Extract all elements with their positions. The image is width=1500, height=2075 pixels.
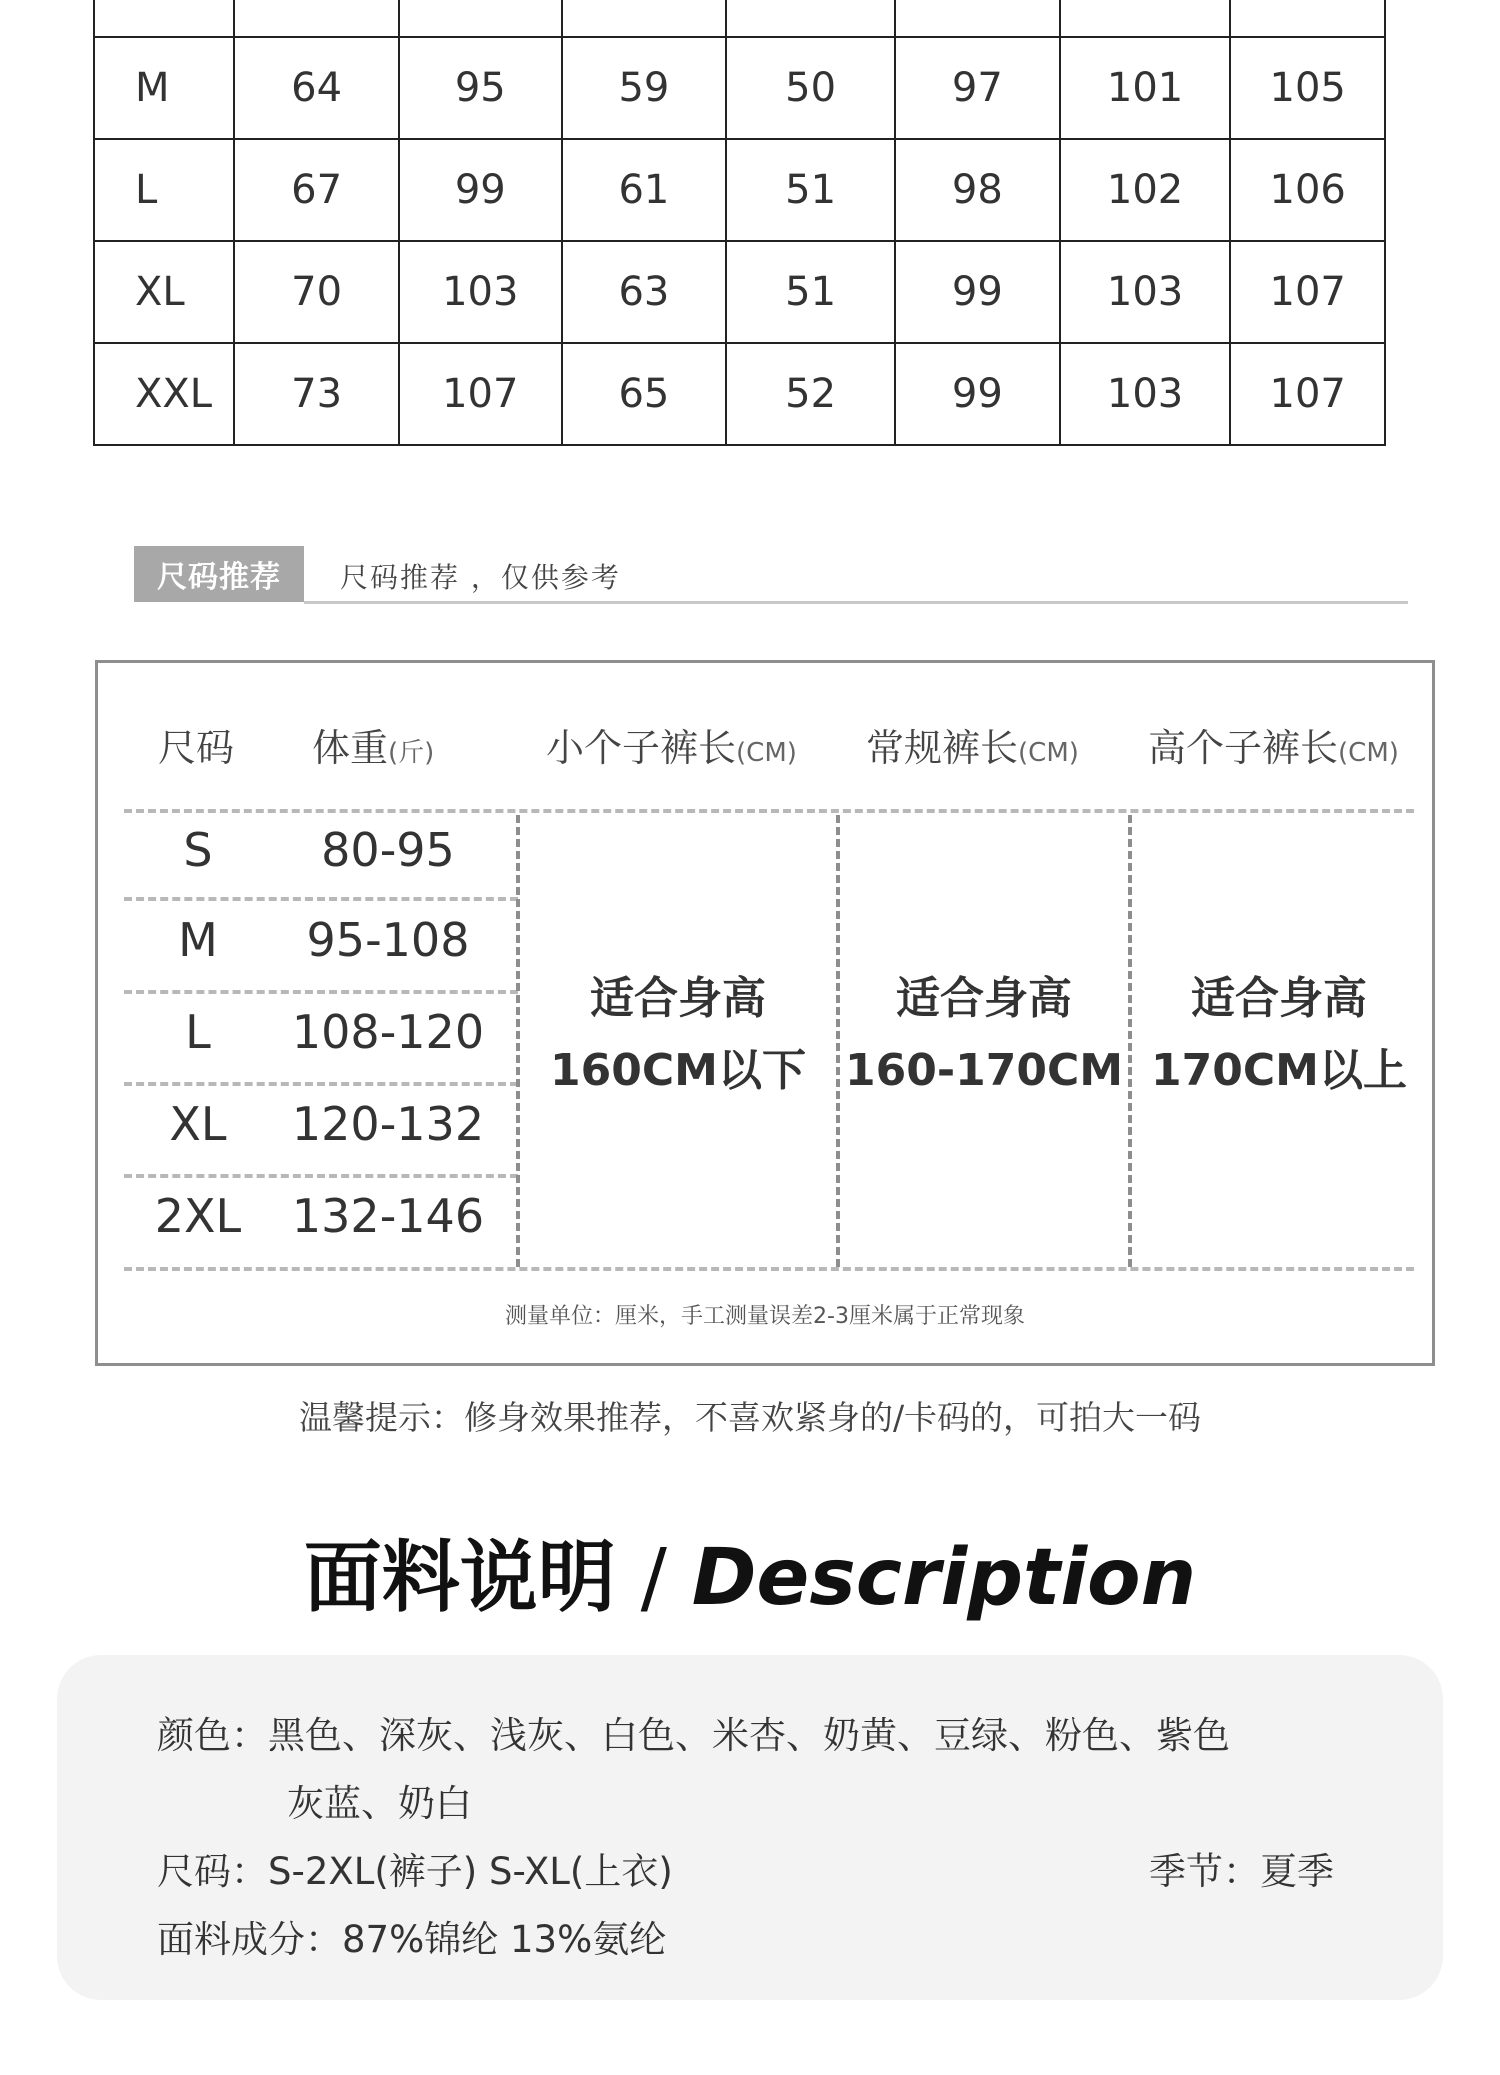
height-short: 适合身高 160CM以下 <box>550 973 806 1096</box>
measurement-cell: 99 <box>895 343 1060 445</box>
measurement-cell: 59 <box>562 37 727 139</box>
measurement-cell: 70 <box>234 241 399 343</box>
column-divider <box>516 815 520 1267</box>
rec-weight-m: 95-108 <box>306 913 470 967</box>
measurement-cell: 101 <box>1060 37 1231 139</box>
row-divider <box>124 897 518 901</box>
size-cell <box>94 0 234 37</box>
measurement-cell: 99 <box>399 139 562 241</box>
colors-line-continued: 灰蓝、奶白 <box>287 1782 472 1825</box>
height-regular: 适合身高 160-170CM <box>844 973 1124 1096</box>
size-line: 尺码：S-2XL(裤子) S-XL(上衣) <box>157 1850 673 1893</box>
measurement-cell: 50 <box>726 37 895 139</box>
measurement-cell: 103 <box>1060 241 1231 343</box>
measurement-cell: 67 <box>234 139 399 241</box>
column-divider <box>1128 815 1132 1267</box>
rec-size-l: L <box>185 1005 211 1059</box>
measurement-cell: 95 <box>399 37 562 139</box>
measurement-note: 测量单位：厘米，手工测量误差2-3厘米属于正常现象 <box>505 1304 1025 1329</box>
header-tall-length: 高个子裤长(CM) <box>1148 726 1399 770</box>
table-row <box>94 37 1385 139</box>
bottom-divider <box>124 1267 1414 1271</box>
measurement-cell: 51 <box>726 139 895 241</box>
column-divider <box>836 815 840 1267</box>
measurement-cell <box>1060 0 1231 37</box>
measurement-cell <box>234 0 399 37</box>
measurement-cell <box>399 0 562 37</box>
measurement-cell: 97 <box>895 37 1060 139</box>
rec-weight-l: 108-120 <box>291 1005 485 1059</box>
fabric-info-card <box>57 1655 1443 2000</box>
section-tag: 尺码推荐 <box>134 546 304 602</box>
header-size: 尺码 <box>158 726 235 770</box>
size-cell: M <box>94 37 234 139</box>
measurement-cell: 98 <box>895 139 1060 241</box>
measurement-cell: 106 <box>1230 139 1385 241</box>
measurement-cell: 102 <box>1060 139 1231 241</box>
size-cell: XL <box>94 241 234 343</box>
table-row <box>94 343 1385 445</box>
measurement-cell: 105 <box>1230 37 1385 139</box>
measurement-cell <box>726 0 895 37</box>
fabric-composition-line: 面料成分：87%锦纶 13%氨纶 <box>157 1918 667 1961</box>
rec-weight-xl: 120-132 <box>291 1097 485 1151</box>
rec-size-m: M <box>178 913 218 967</box>
measurement-cell <box>562 0 727 37</box>
row-divider <box>124 1082 518 1086</box>
description-title: 面料说明 / Description <box>303 1533 1197 1623</box>
size-cell: XXL <box>94 343 234 445</box>
measurement-cell: 107 <box>399 343 562 445</box>
section-divider <box>304 601 1408 604</box>
measurement-cell: 73 <box>234 343 399 445</box>
season-line: 季节：夏季 <box>1149 1850 1334 1893</box>
rec-size-2xl: 2XL <box>154 1189 242 1243</box>
measurement-cell: 103 <box>1060 343 1231 445</box>
measurement-cell: 107 <box>1230 343 1385 445</box>
section-subtitle: 尺码推荐 ，仅供参考 <box>340 561 621 594</box>
size-recommendation-table <box>95 660 1435 1366</box>
measurement-cell <box>1230 0 1385 37</box>
measurement-cell: 61 <box>562 139 727 241</box>
measurement-cell: 52 <box>726 343 895 445</box>
row-divider <box>124 990 518 994</box>
measurement-cell: 63 <box>562 241 727 343</box>
rec-size-xl: XL <box>169 1097 227 1151</box>
colors-line: 颜色：黑色、深灰、浅灰、白色、米杏、奶黄、豆绿、粉色、紫色 <box>157 1714 1230 1757</box>
measurement-cell: 65 <box>562 343 727 445</box>
measurement-cell: 99 <box>895 241 1060 343</box>
size-cell: L <box>94 139 234 241</box>
measurement-cell: 103 <box>399 241 562 343</box>
rec-weight-2xl: 132-146 <box>291 1189 485 1243</box>
rec-size-s: S <box>183 823 213 877</box>
table-row <box>94 241 1385 343</box>
rec-weight-s: 80-95 <box>321 823 455 877</box>
header-divider <box>124 809 1414 813</box>
fit-tip: 温馨提示：修身效果推荐，不喜欢紧身的/卡码的，可拍大一码 <box>298 1398 1202 1437</box>
table-row <box>94 0 1385 37</box>
size-recommendation-header <box>134 546 1408 606</box>
header-short-length: 小个子裤长(CM) <box>546 726 797 770</box>
measurement-table <box>93 0 1386 446</box>
measurement-cell <box>895 0 1060 37</box>
measurement-cell: 51 <box>726 241 895 343</box>
header-weight: 体重(斤) <box>312 726 435 770</box>
height-tall: 适合身高 170CM以上 <box>1151 973 1407 1096</box>
measurement-cell: 107 <box>1230 241 1385 343</box>
header-regular-length: 常规裤长(CM) <box>866 726 1079 770</box>
measurement-cell: 64 <box>234 37 399 139</box>
row-divider <box>124 1174 518 1178</box>
table-row <box>94 139 1385 241</box>
